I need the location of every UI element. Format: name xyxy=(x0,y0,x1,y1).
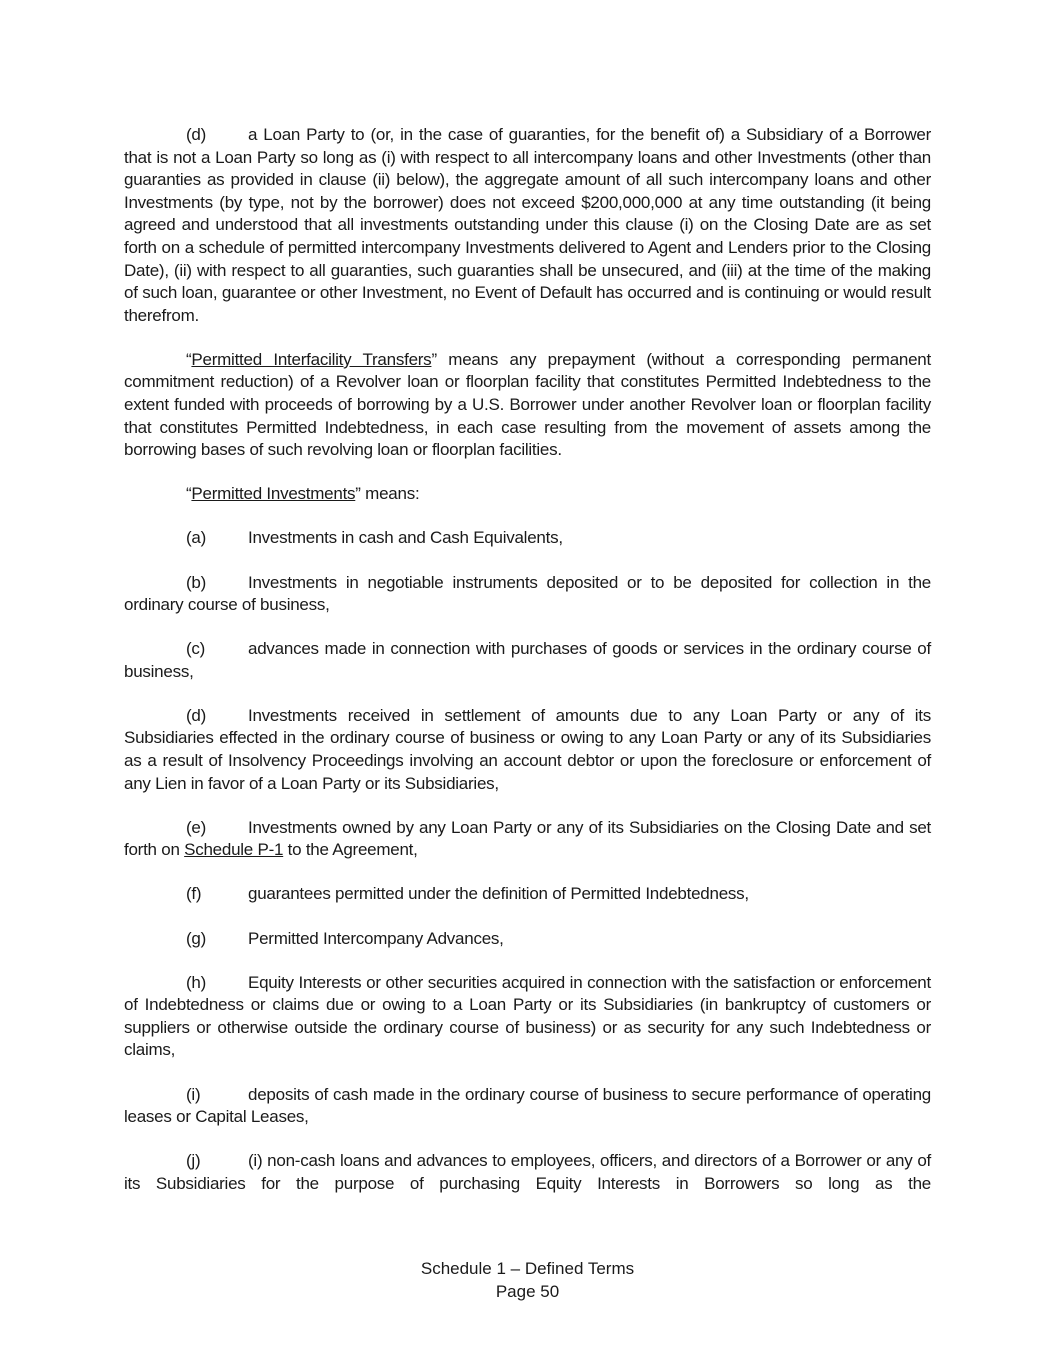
list-item-c xyxy=(124,638,931,683)
item-label: (e) xyxy=(186,817,207,837)
item-label: (j) xyxy=(186,1151,201,1171)
list-item-i xyxy=(124,1084,931,1129)
item-text: Investments in cash and Cash Equivalents, xyxy=(248,528,563,548)
item-text: Investments owned by any Loan Party or any of its Subsidiaries on the Closing Date and set forth on xyxy=(124,817,931,860)
list-item-f xyxy=(124,883,931,906)
defined-term: Permitted Investments xyxy=(191,484,356,504)
item-text-after: to the Agreement, xyxy=(283,840,418,860)
item-label: (a) xyxy=(186,528,207,548)
list-item-b xyxy=(124,572,931,617)
open-quote: “ xyxy=(186,484,192,504)
item-text: deposits of cash made in the ordinary course of business to secure performance of operating leases or Capital Leases, xyxy=(124,1084,931,1127)
page-number: Page 50 xyxy=(495,1281,560,1301)
paragraph-d-intro xyxy=(124,124,931,327)
defined-term: Permitted Interfacility Transfers xyxy=(191,349,432,369)
item-text: Investments received in settlement of amounts due to any Loan Party or any of its Subsidiaries effected in the ordinary course of business or owing to any Loan Party or any of its Subsidiaries as a result of Insolvency Proceedings involving an account debtor or upon the foreclosure or enforcement of any Lien in favor of a Loan Party or its Subsidiaries, xyxy=(124,705,931,793)
item-label: (g) xyxy=(186,928,207,948)
item-label: (f) xyxy=(186,884,202,904)
item-label: (h) xyxy=(186,972,207,992)
item-label: (d) xyxy=(186,705,207,725)
list-item-g xyxy=(124,928,931,951)
item-text: advances made in connection with purchases of goods or services in the ordinary course of business, xyxy=(124,639,931,681)
definition-permitted-investments xyxy=(124,483,931,506)
item-text: Investments in negotiable instruments deposited or to be deposited for collection in the ordinary course of business, xyxy=(124,572,931,615)
item-text: Equity Interests or other securities acquired in connection with the satisfaction or enforcement of Indebtedness or claims due or owing to a Loan Party or its Subsidiaries (in bankruptcy of customers or suppliers or otherwise outside the ordinary course of business) or as security for any such Indebtedness or claims, xyxy=(124,972,931,1060)
list-item-a xyxy=(124,527,931,550)
list-item-e xyxy=(124,817,931,862)
list-item-j xyxy=(124,1150,931,1195)
open-quote: “ xyxy=(186,349,192,369)
definition-text: ” means: xyxy=(355,484,420,504)
item-text: guarantees permitted under the definition of Permitted Indebtedness, xyxy=(248,884,749,904)
definition-text: ” means any prepayment (without a corresponding permanent commitment reduction) of a Revolver loan or floorplan facility that constitutes Permitted Indebtedness to the extent funded with proceeds of borrowing by a U.S. Borrower under another Revolver loan or floorplan facility that constitutes Permitted Indebtedness, in each case resulting from the movement of assets among the borrowing bases of such revolving loan or floorplan facilities. xyxy=(124,349,931,460)
page-footer xyxy=(0,1258,1055,1303)
item-text: a Loan Party to (or, in the case of guaranties, for the benefit of) a Subsidiary of a Borrower that is not a Loan Party so long as (i) with respect to all intercompany loans and other Investments (other than guaranties as provided in clause (ii) below), the aggregate amount of all such intercompany loans and other Investments (by type, not by the borrower) does not exceed $200,000,000 at any time outstanding (it being agreed and understood that all investments outstanding under this clause (i) on the Closing Date are as set forth on a schedule of permitted intercompany Investments delivered to Agent and Lenders prior to the Closing Date), (ii) with respect to all guaranties, such guaranties shall be unsecured, and (iii) at the time of the making of such loan, guarantee or other Investment, no Event of Default has occurred and is continuing or would result therefrom. xyxy=(124,125,931,325)
item-label: (b) xyxy=(186,572,207,592)
schedule-reference: Schedule P-1 xyxy=(184,840,284,860)
item-label: (c) xyxy=(186,639,206,659)
item-text: Permitted Intercompany Advances, xyxy=(248,928,504,948)
list-item-d xyxy=(124,705,931,795)
document-page xyxy=(124,124,931,1217)
item-label: (d) xyxy=(186,125,207,144)
definition-permitted-interfacility-transfers xyxy=(124,349,931,462)
footer-title: Schedule 1 – Defined Terms xyxy=(420,1259,635,1278)
item-text: (i) non-cash loans and advances to employees, officers, and directors of a Borrower or any of its Subsidiaries for the purpose of purchasing Equity Interests in Borrowers so long as the xyxy=(124,1151,931,1193)
item-label: (i) xyxy=(186,1084,201,1104)
list-item-h xyxy=(124,972,931,1062)
